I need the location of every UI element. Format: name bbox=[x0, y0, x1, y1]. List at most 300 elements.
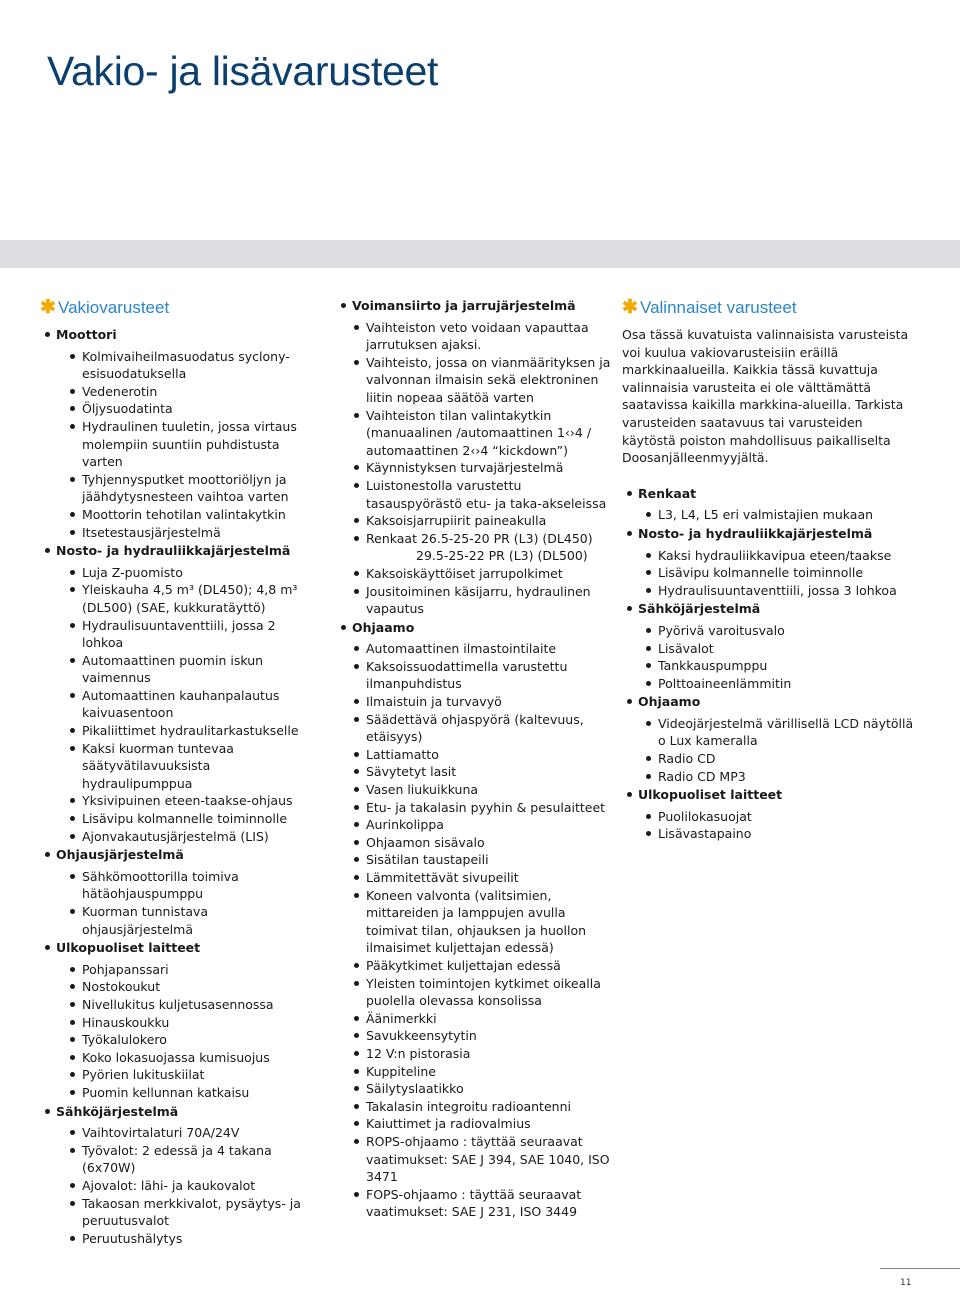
list-item bbox=[40, 383, 320, 401]
section-heading bbox=[622, 485, 917, 503]
list-item bbox=[336, 957, 616, 975]
item-text: Kuppiteline bbox=[366, 1063, 436, 1079]
item-list bbox=[336, 319, 616, 618]
bullet-icon bbox=[354, 465, 359, 470]
list-item bbox=[622, 768, 917, 786]
section-heading bbox=[336, 297, 616, 315]
page-number: 11 bbox=[900, 1278, 912, 1288]
bullet-icon bbox=[354, 483, 359, 488]
item-text: Vaihtovirtalaturi 70A/24V bbox=[82, 1125, 240, 1141]
list-item bbox=[40, 564, 320, 582]
bullet-icon bbox=[627, 699, 632, 704]
bullet-icon bbox=[646, 512, 651, 517]
item-text: Sävytetyt lasit bbox=[366, 764, 457, 780]
bullet-icon bbox=[70, 874, 75, 879]
list-item bbox=[336, 693, 616, 711]
bullet-icon bbox=[646, 721, 651, 726]
heading-text: Vakiovarusteet bbox=[58, 298, 170, 318]
header-band bbox=[0, 240, 960, 268]
section-title: Voimansiirto ja jarrujärjestelmä bbox=[352, 298, 576, 313]
item-text: Takaosan merkkivalot, pysäytys- ja peruutusvalot bbox=[82, 1195, 301, 1229]
list-item bbox=[40, 978, 320, 996]
bullet-icon bbox=[354, 805, 359, 810]
item-text: Etu- ja takalasin pyyhin & pesulaitteet bbox=[366, 799, 606, 815]
item-text: Jousitoiminen käsijarru, hydraulinen vapautus bbox=[366, 583, 591, 617]
list-item bbox=[40, 1031, 320, 1049]
item-text: Peruutushälytys bbox=[82, 1230, 183, 1246]
list-item bbox=[40, 1084, 320, 1102]
list-item bbox=[40, 1049, 320, 1067]
item-text: Kaksoiskäyttöiset jarrupolkimet bbox=[366, 565, 563, 581]
bullet-icon bbox=[354, 963, 359, 968]
bullet-icon bbox=[354, 822, 359, 827]
list-item bbox=[336, 887, 616, 957]
bullet-icon bbox=[354, 536, 359, 541]
list-item bbox=[336, 1098, 616, 1116]
list-item bbox=[40, 1124, 320, 1142]
item-text: Säädettävä ohjaspyörä (kaltevuus, etäisyys) bbox=[366, 711, 584, 745]
bullet-icon bbox=[70, 1072, 75, 1077]
list-item bbox=[336, 781, 616, 799]
item-text: Aurinkolippa bbox=[366, 817, 444, 833]
standard-equipment-heading bbox=[40, 296, 320, 320]
list-item bbox=[336, 711, 616, 746]
item-text: Kolmivaiheilmasuodatus syclony-esisuodatuksella bbox=[82, 348, 290, 382]
bullet-icon bbox=[45, 1109, 50, 1114]
list-item bbox=[40, 1177, 320, 1195]
bullet-icon bbox=[70, 354, 75, 359]
bullet-icon bbox=[70, 477, 75, 482]
list-item bbox=[40, 903, 320, 938]
bullet-icon bbox=[646, 588, 651, 593]
section-heading bbox=[40, 846, 320, 864]
item-text: Koko lokasuojassa kumisuojus bbox=[82, 1049, 270, 1065]
bullet-icon bbox=[354, 1051, 359, 1056]
item-text: Säilytyslaatikko bbox=[366, 1081, 464, 1097]
bullet-icon bbox=[70, 1130, 75, 1135]
item-text: Kuorman tunnistava ohjausjärjestelmä bbox=[82, 904, 209, 937]
item-text: Automaattinen kauhanpalautus kaivuasentoon bbox=[82, 687, 280, 721]
bullet-icon bbox=[646, 831, 651, 836]
section-heading bbox=[40, 326, 320, 344]
section-heading bbox=[622, 525, 917, 543]
bullet-icon bbox=[70, 798, 75, 803]
section-title: Sähköjärjestelmä bbox=[638, 601, 761, 617]
list-item bbox=[622, 750, 917, 768]
bullet-icon bbox=[70, 587, 75, 592]
list-item bbox=[40, 687, 320, 722]
list-item bbox=[336, 1010, 616, 1028]
list-item bbox=[40, 828, 320, 846]
bullet-icon bbox=[70, 1002, 75, 1007]
bullet-icon bbox=[70, 424, 75, 429]
list-item bbox=[622, 582, 917, 600]
section-heading bbox=[622, 786, 917, 804]
list-item bbox=[336, 459, 616, 477]
item-text: Lattiamatto bbox=[366, 746, 439, 762]
item-list bbox=[622, 622, 917, 692]
item-text: Vaihteisto, jossa on vianmäärityksen ja valvonnan ilmaisin sekä elektroninen liitin nopeaa säätöä varten bbox=[366, 354, 611, 405]
column-optional-equipment bbox=[622, 296, 917, 843]
page-title: Vakio- ja lisävarusteet bbox=[47, 48, 439, 94]
item-text: 12 V:n pistorasia bbox=[366, 1045, 471, 1061]
list-item bbox=[336, 1115, 616, 1133]
item-list bbox=[40, 564, 320, 846]
item-text: Työvalot: 2 edessä ja 4 takana (6x70W) bbox=[82, 1142, 272, 1176]
item-text: Renkaat 26.5-25-20 PR (L3) (DL450) bbox=[366, 530, 593, 546]
list-item bbox=[336, 640, 616, 658]
section-heading bbox=[40, 939, 320, 957]
item-text: Öljysuodatinta bbox=[82, 401, 173, 417]
item-text: Vaihteiston tilan valintakytkin (manuaalinen /automaattinen 1‹›4 / automaattinen 2‹›4 “kickdown”) bbox=[366, 407, 592, 458]
item-text: Polttoaineenlämmitin bbox=[658, 675, 792, 691]
list-item bbox=[622, 622, 917, 640]
list-item bbox=[40, 1014, 320, 1032]
section-heading bbox=[336, 619, 616, 637]
item-text: Vaihteiston veto voidaan vapauttaa jarrutuksen ajaksi. bbox=[366, 319, 589, 353]
bullet-icon bbox=[627, 792, 632, 797]
list-item bbox=[336, 565, 616, 583]
item-list bbox=[336, 640, 616, 1221]
list-item bbox=[40, 617, 320, 652]
bullet-icon bbox=[354, 325, 359, 330]
section-list bbox=[336, 297, 616, 1221]
list-item bbox=[336, 869, 616, 887]
item-text: Kaksoisjarrupiirit paineakulla bbox=[366, 513, 547, 529]
item-text: Hydraulisuuntaventtiili, jossa 2 lohkoa bbox=[82, 617, 276, 651]
section-heading bbox=[622, 600, 917, 618]
bullet-icon bbox=[70, 746, 75, 751]
list-item bbox=[40, 506, 320, 524]
item-text: 29.5-25-22 PR (L3) (DL500) bbox=[416, 548, 588, 564]
list-item bbox=[40, 740, 320, 793]
item-text: Yksivipuinen eteen-taakse-ohjaus bbox=[82, 793, 293, 809]
item-text: Hydraulisuuntaventtiili, jossa 3 lohkoa bbox=[658, 582, 897, 598]
item-list bbox=[40, 868, 320, 938]
bullet-icon bbox=[70, 967, 75, 972]
item-text: Pohjapanssari bbox=[82, 961, 169, 977]
list-item bbox=[40, 792, 320, 810]
item-text: Luja Z-puomisto bbox=[82, 564, 183, 580]
bullet-icon bbox=[646, 570, 651, 575]
bullet-icon bbox=[627, 491, 632, 496]
section-title: Ohjausjärjestelmä bbox=[56, 847, 184, 863]
bullet-icon bbox=[45, 945, 50, 950]
item-list bbox=[622, 547, 917, 600]
list-item bbox=[622, 825, 917, 843]
bullet-icon bbox=[70, 1201, 75, 1206]
section-list bbox=[622, 485, 917, 843]
section-heading bbox=[40, 1103, 320, 1121]
list-item bbox=[40, 868, 320, 903]
item-text: Vasen liukuikkuna bbox=[366, 782, 479, 798]
list-item bbox=[622, 657, 917, 675]
item-text: Kaiuttimet ja radiovalmius bbox=[366, 1116, 531, 1132]
section-title: Nosto- ja hydrauliikkajärjestelmä bbox=[56, 543, 291, 559]
list-item bbox=[336, 1186, 616, 1221]
item-list bbox=[622, 808, 917, 843]
bullet-icon bbox=[354, 1104, 359, 1109]
section-list bbox=[40, 326, 320, 1247]
bullet-icon bbox=[354, 1033, 359, 1038]
item-text: Työkalulokero bbox=[82, 1032, 167, 1048]
bullet-icon bbox=[354, 893, 359, 898]
list-item bbox=[336, 658, 616, 693]
bullet-icon bbox=[70, 1183, 75, 1188]
item-text: Lisävipu kolmannelle toiminnolle bbox=[658, 565, 864, 581]
section-title: Moottori bbox=[56, 327, 117, 342]
item-text: Luistonestolla varustettu tasauspyörästö etu- ja taka-akseleissa bbox=[366, 477, 607, 511]
list-item bbox=[40, 961, 320, 979]
bullet-icon bbox=[646, 553, 651, 558]
bullet-icon bbox=[354, 787, 359, 792]
bullet-icon bbox=[70, 909, 75, 914]
asterisk-icon: ✱ bbox=[622, 297, 638, 319]
bullet-icon bbox=[354, 981, 359, 986]
item-text: Lisävipu kolmannelle toiminnolle bbox=[82, 811, 288, 827]
item-text: Ajovalot: lähi- ja kaukovalot bbox=[82, 1177, 256, 1193]
item-text: Ilmaistuin ja turvavyö bbox=[366, 694, 502, 710]
bullet-icon bbox=[70, 570, 75, 575]
item-text: Ajonvakautusjärjestelmä (LIS) bbox=[82, 828, 269, 844]
bullet-icon bbox=[341, 625, 346, 630]
section-heading bbox=[622, 693, 917, 711]
list-item bbox=[40, 471, 320, 506]
bullet-icon bbox=[354, 1069, 359, 1074]
list-item bbox=[622, 808, 917, 826]
column-standard-equipment bbox=[40, 296, 320, 1247]
bullet-icon bbox=[70, 1090, 75, 1095]
bullet-icon bbox=[70, 530, 75, 535]
bullet-icon bbox=[341, 303, 346, 308]
bullet-icon bbox=[70, 984, 75, 989]
section-title: Ulkopuoliset laitteet bbox=[638, 787, 783, 803]
list-item bbox=[40, 581, 320, 616]
list-item bbox=[336, 799, 616, 817]
section-title: Renkaat bbox=[638, 485, 697, 501]
item-text: Radio CD MP3 bbox=[658, 768, 746, 784]
item-text: Lämmitettävät sivupeilit bbox=[366, 870, 519, 885]
list-item bbox=[40, 722, 320, 740]
bullet-icon bbox=[354, 875, 359, 880]
item-text: Automaattinen ilmastointilaite bbox=[366, 641, 557, 657]
item-text: ROPS-ohjaamo : täyttää seuraavat vaatimukset: SAE J 394, SAE 1040, ISO 3471 bbox=[366, 1133, 610, 1185]
bullet-icon bbox=[354, 413, 359, 418]
bullet-icon bbox=[354, 769, 359, 774]
optional-equipment-heading bbox=[622, 296, 917, 320]
bullet-icon bbox=[45, 548, 50, 553]
item-text: FOPS-ohjaamo : täyttää seuraavat vaatimukset: SAE J 231, ISO 3449 bbox=[366, 1186, 582, 1220]
bullet-icon bbox=[354, 646, 359, 651]
item-text: Automaattinen puomin iskun vaimennus bbox=[82, 652, 264, 686]
footer-rule bbox=[880, 1268, 960, 1269]
list-item bbox=[40, 1195, 320, 1230]
item-text: Pääkytkimet kuljettajan edessä bbox=[366, 957, 561, 973]
list-item bbox=[336, 583, 616, 618]
list-item bbox=[336, 477, 616, 512]
item-text: Hydraulinen tuuletin, jossa virtaus molempiin suuntiin puhdistusta varten bbox=[82, 418, 297, 470]
list-item bbox=[336, 407, 616, 460]
item-text: Sähkömoottorilla toimiva hätäohjauspumppu bbox=[82, 868, 239, 902]
bullet-icon bbox=[70, 512, 75, 517]
item-text: Sisätilan taustapeili bbox=[366, 852, 489, 868]
heading-text: Valinnaiset varusteet bbox=[640, 298, 797, 318]
bullet-icon bbox=[646, 663, 651, 668]
list-item bbox=[40, 996, 320, 1014]
list-item bbox=[622, 506, 917, 524]
item-text: Lisävastapaino bbox=[658, 826, 752, 842]
section-title: Ulkopuoliset laitteet bbox=[56, 940, 201, 956]
list-item bbox=[40, 400, 320, 418]
list-item bbox=[40, 1066, 320, 1084]
item-text: Takalasin integroitu radioantenni bbox=[366, 1098, 571, 1114]
bullet-icon bbox=[70, 389, 75, 394]
bullet-icon bbox=[354, 717, 359, 722]
item-text: Savukkeensytytin bbox=[366, 1028, 477, 1044]
item-text: Yleiskauha 4,5 m³ (DL450); 4,8 m³ (DL500) (SAE, kukkuratäyttö) bbox=[82, 582, 298, 615]
bullet-icon bbox=[646, 628, 651, 633]
bullet-icon bbox=[646, 681, 651, 686]
item-text: Radio CD bbox=[658, 751, 716, 767]
item-text: Kaksoissuodattimella varustettu ilmanpuhdistus bbox=[366, 658, 568, 692]
bullet-icon bbox=[646, 774, 651, 779]
bullet-icon bbox=[70, 816, 75, 821]
bullet-icon bbox=[45, 852, 50, 857]
bullet-icon bbox=[354, 589, 359, 594]
list-item bbox=[336, 530, 616, 548]
item-text: Pyörivä varoitusvalo bbox=[658, 622, 785, 638]
list-item bbox=[336, 1027, 616, 1045]
list-item bbox=[336, 975, 616, 1010]
item-text: Videojärjestelmä värillisellä LCD näytöllä o Lux kameralla bbox=[658, 715, 914, 749]
bullet-icon bbox=[354, 1139, 359, 1144]
item-text: Yleisten toimintojen kytkimet oikealla puolella olevassa konsolissa bbox=[366, 975, 601, 1009]
bullet-icon bbox=[646, 756, 651, 761]
list-item bbox=[622, 675, 917, 693]
bullet-icon bbox=[354, 1086, 359, 1091]
item-text: Kaksi hydrauliikkavipua eteen/taakse bbox=[658, 547, 892, 563]
item-text: Lisävalot bbox=[658, 640, 714, 656]
item-text: L3, L4, L5 eri valmistajien mukaan bbox=[658, 507, 874, 523]
section-title: Sähköjärjestelmä bbox=[56, 1103, 179, 1119]
bullet-icon bbox=[70, 1037, 75, 1042]
bullet-icon bbox=[70, 834, 75, 839]
list-item bbox=[336, 1133, 616, 1186]
bullet-icon bbox=[354, 518, 359, 523]
bullet-icon bbox=[70, 1236, 75, 1241]
list-item bbox=[336, 763, 616, 781]
list-item bbox=[622, 715, 917, 750]
bullet-icon bbox=[70, 623, 75, 628]
item-text: Koneen valvonta (valitsimien, mittareiden ja lamppujen avulla toimivat tilan, ohjauksen ja huollon ilmaisimet kuljettajan edessä) bbox=[366, 887, 587, 956]
bullet-icon bbox=[70, 406, 75, 411]
list-item bbox=[40, 1142, 320, 1177]
bullet-icon bbox=[70, 728, 75, 733]
section-heading bbox=[40, 542, 320, 560]
list-item bbox=[336, 1080, 616, 1098]
item-list bbox=[622, 506, 917, 524]
bullet-icon bbox=[70, 693, 75, 698]
list-item bbox=[336, 746, 616, 764]
bullet-icon bbox=[354, 1121, 359, 1126]
bullet-icon bbox=[354, 360, 359, 365]
bullet-icon bbox=[646, 814, 651, 819]
list-item bbox=[336, 319, 616, 354]
bullet-icon bbox=[70, 1020, 75, 1025]
list-item bbox=[336, 512, 616, 530]
item-text: Tyhjennysputket moottoriöljyn ja jäähdytysnesteen vaihtoa varten bbox=[82, 471, 289, 505]
bullet-icon bbox=[354, 1016, 359, 1021]
bullet-icon bbox=[646, 646, 651, 651]
item-list bbox=[622, 715, 917, 785]
list-item bbox=[622, 564, 917, 582]
list-item bbox=[40, 348, 320, 383]
item-text: Äänimerkki bbox=[366, 1010, 437, 1026]
item-text: Puomin kellunnan katkaisu bbox=[82, 1084, 250, 1100]
item-text: Vedenerotin bbox=[82, 383, 158, 399]
list-item bbox=[336, 1045, 616, 1063]
bullet-icon bbox=[354, 664, 359, 669]
bullet-icon bbox=[354, 1192, 359, 1197]
section-title: Ohjaamo bbox=[638, 694, 701, 710]
column-drivetrain-cab bbox=[336, 296, 616, 1221]
item-text: Pikaliittimet hydraulitarkastukselle bbox=[82, 723, 299, 739]
list-item bbox=[40, 810, 320, 828]
list-item bbox=[336, 1063, 616, 1081]
item-text: Hinauskoukku bbox=[82, 1014, 170, 1030]
optional-intro-text: Osa tässä kuvatuista valinnaisista varusteista voi kuulua vakiovarusteisiin eräillä markkinaalueilla. Kaikkia tässä kuvattuja valinnaisia varusteita ei ole välttämättä saatavissa kaikilla markkina-alueilla. Tarkista varusteiden saatavuus tai varusteiden käytöstä poiston mahdollisuus paikalliselta Doosanjälleenmyyjältä. bbox=[622, 327, 909, 466]
list-item bbox=[622, 640, 917, 658]
list-item bbox=[40, 1230, 320, 1248]
item-text: Itsetestausjärjestelmä bbox=[82, 524, 221, 540]
list-item bbox=[622, 547, 917, 565]
list-item bbox=[336, 354, 616, 407]
list-item bbox=[336, 851, 616, 869]
list-item-continuation bbox=[336, 547, 616, 565]
asterisk-icon: ✱ bbox=[40, 297, 56, 319]
list-item bbox=[40, 418, 320, 471]
item-text: Tankkauspumppu bbox=[658, 658, 768, 674]
bullet-icon bbox=[354, 857, 359, 862]
bullet-icon bbox=[70, 658, 75, 663]
list-item bbox=[336, 834, 616, 852]
item-text: Pyörien lukituskiilat bbox=[82, 1067, 205, 1083]
bullet-icon bbox=[354, 752, 359, 757]
item-text: Moottorin tehotilan valintakytkin bbox=[82, 506, 286, 522]
item-text: Ohjaamon sisävalo bbox=[366, 834, 485, 850]
bullet-icon bbox=[627, 531, 632, 536]
section-title: Nosto- ja hydrauliikkajärjestelmä bbox=[638, 525, 873, 541]
item-text: Nivellukitus kuljetusasennossa bbox=[82, 996, 274, 1012]
section-title: Ohjaamo bbox=[352, 619, 415, 635]
bullet-icon bbox=[70, 1055, 75, 1060]
bullet-icon bbox=[70, 1148, 75, 1153]
bullet-icon bbox=[45, 332, 50, 337]
list-item bbox=[336, 816, 616, 834]
item-list bbox=[40, 961, 320, 1102]
bullet-icon bbox=[354, 571, 359, 576]
item-list bbox=[40, 1124, 320, 1247]
bullet-icon bbox=[627, 606, 632, 611]
item-text: Puolilokasuojat bbox=[658, 808, 752, 824]
item-text: Nostokoukut bbox=[82, 979, 161, 995]
item-list bbox=[40, 348, 320, 542]
list-item bbox=[40, 652, 320, 687]
list-item bbox=[40, 524, 320, 542]
bullet-icon bbox=[354, 699, 359, 704]
bullet-icon bbox=[354, 840, 359, 845]
item-text: Kaksi kuorman tuntevaa säätyvätilavuuksista hydraulipumppua bbox=[82, 740, 234, 791]
